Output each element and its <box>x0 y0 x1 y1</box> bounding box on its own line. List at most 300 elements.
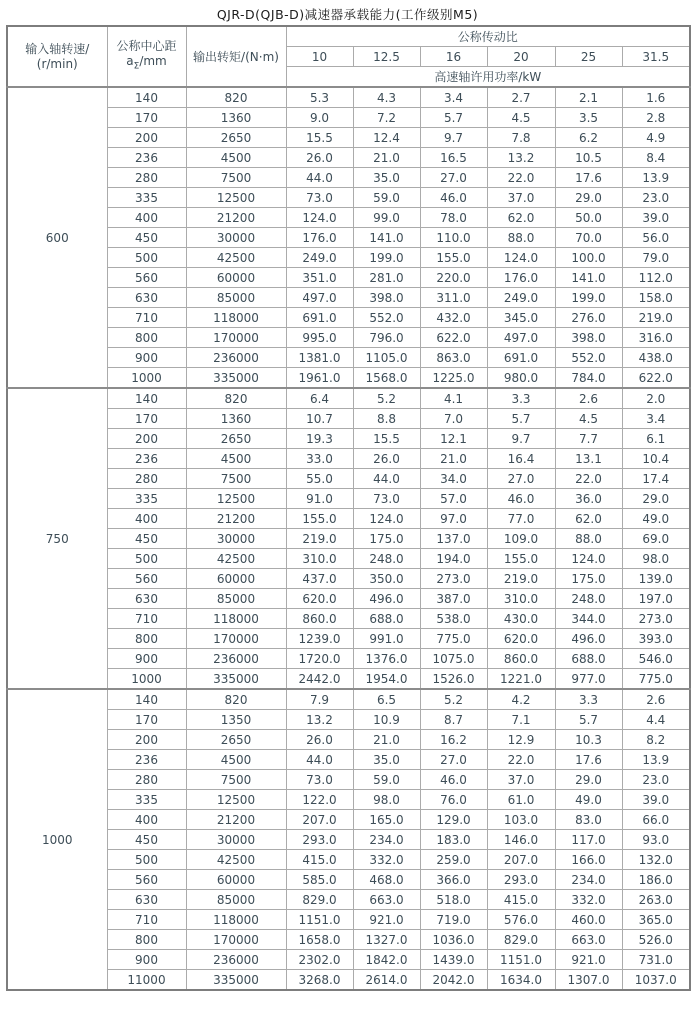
table-row <box>7 509 690 529</box>
power-value: 496.0 <box>555 629 622 649</box>
power-value: 497.0 <box>487 328 555 348</box>
output-torque-value: 2650 <box>186 429 286 449</box>
output-torque-value: 30000 <box>186 830 286 850</box>
power-value: 3268.0 <box>286 970 353 991</box>
power-value: 59.0 <box>353 188 420 208</box>
power-value: 1634.0 <box>487 970 555 991</box>
output-torque-value: 42500 <box>186 549 286 569</box>
power-value: 207.0 <box>286 810 353 830</box>
power-value: 16.5 <box>420 148 487 168</box>
power-value: 16.4 <box>487 449 555 469</box>
power-value: 50.0 <box>555 208 622 228</box>
table-row <box>7 770 690 790</box>
power-value: 13.9 <box>622 750 690 770</box>
power-value: 175.0 <box>353 529 420 549</box>
header-ratio-group: 公称传动比 <box>286 26 690 47</box>
center-distance-value: 170 <box>107 409 186 429</box>
power-value: 995.0 <box>286 328 353 348</box>
power-value: 46.0 <box>420 770 487 790</box>
power-value: 365.0 <box>622 910 690 930</box>
power-value: 921.0 <box>353 910 420 930</box>
power-value: 7.7 <box>555 429 622 449</box>
power-value: 281.0 <box>353 268 420 288</box>
header-input-speed <box>7 26 107 87</box>
power-value: 9.0 <box>286 108 353 128</box>
center-distance-value: 900 <box>107 950 186 970</box>
power-value: 12.4 <box>353 128 420 148</box>
power-value: 622.0 <box>420 328 487 348</box>
output-torque-value: 60000 <box>186 268 286 288</box>
power-value: 219.0 <box>622 308 690 328</box>
power-value: 863.0 <box>420 348 487 368</box>
power-value: 3.3 <box>555 689 622 710</box>
center-distance-value: 630 <box>107 890 186 910</box>
output-torque-value: 335000 <box>186 669 286 690</box>
power-value: 438.0 <box>622 348 690 368</box>
output-torque-value: 85000 <box>186 288 286 308</box>
power-value: 129.0 <box>420 810 487 830</box>
header-power-label: 高速轴许用功率/kW <box>286 67 690 88</box>
header-input-speed-line2: (r/min) <box>36 56 78 71</box>
power-value: 8.4 <box>622 148 690 168</box>
power-value: 249.0 <box>487 288 555 308</box>
power-value: 9.7 <box>420 128 487 148</box>
power-value: 345.0 <box>487 308 555 328</box>
output-torque-value: 21200 <box>186 208 286 228</box>
power-value: 332.0 <box>555 890 622 910</box>
power-value: 79.0 <box>622 248 690 268</box>
ratio-header: 20 <box>487 47 555 67</box>
power-value: 44.0 <box>286 750 353 770</box>
power-value: 316.0 <box>622 328 690 348</box>
table-row <box>7 549 690 569</box>
center-distance-value: 170 <box>107 108 186 128</box>
power-value: 207.0 <box>487 850 555 870</box>
power-value: 980.0 <box>487 368 555 389</box>
power-value: 860.0 <box>487 649 555 669</box>
power-value: 219.0 <box>286 529 353 549</box>
power-value: 199.0 <box>555 288 622 308</box>
power-value: 293.0 <box>487 870 555 890</box>
power-value: 1526.0 <box>420 669 487 690</box>
power-value: 10.3 <box>555 730 622 750</box>
power-value: 91.0 <box>286 489 353 509</box>
power-value: 35.0 <box>353 750 420 770</box>
power-value: 97.0 <box>420 509 487 529</box>
center-distance-value: 1000 <box>107 669 186 690</box>
header-output-torque: 输出转矩/(N·m) <box>186 26 286 87</box>
power-value: 3.4 <box>622 409 690 429</box>
center-distance-value: 140 <box>107 689 186 710</box>
output-torque-value: 820 <box>186 388 286 409</box>
table-row <box>7 730 690 750</box>
output-torque-value: 4500 <box>186 148 286 168</box>
output-torque-value: 7500 <box>186 469 286 489</box>
power-value: 4.4 <box>622 710 690 730</box>
power-value: 10.9 <box>353 710 420 730</box>
center-distance-value: 560 <box>107 268 186 288</box>
table-row <box>7 87 690 108</box>
center-distance-value: 400 <box>107 509 186 529</box>
header-center-distance <box>107 26 186 87</box>
power-value: 1151.0 <box>487 950 555 970</box>
power-value: 1327.0 <box>353 930 420 950</box>
output-torque-value: 820 <box>186 87 286 108</box>
table-row <box>7 830 690 850</box>
power-value: 57.0 <box>420 489 487 509</box>
power-value: 13.1 <box>555 449 622 469</box>
power-value: 55.0 <box>286 469 353 489</box>
power-value: 5.7 <box>420 108 487 128</box>
power-value: 7.9 <box>286 689 353 710</box>
power-value: 1036.0 <box>420 930 487 950</box>
power-value: 22.0 <box>487 168 555 188</box>
table-row <box>7 489 690 509</box>
power-value: 387.0 <box>420 589 487 609</box>
power-value: 977.0 <box>555 669 622 690</box>
center-distance-value: 200 <box>107 128 186 148</box>
center-distance-value: 170 <box>107 710 186 730</box>
power-value: 44.0 <box>353 469 420 489</box>
power-value: 691.0 <box>487 348 555 368</box>
power-value: 100.0 <box>555 248 622 268</box>
power-value: 88.0 <box>555 529 622 549</box>
power-value: 110.0 <box>420 228 487 248</box>
power-value: 829.0 <box>487 930 555 950</box>
power-value: 73.0 <box>353 489 420 509</box>
power-value: 526.0 <box>622 930 690 950</box>
table-row <box>7 910 690 930</box>
output-torque-value: 21200 <box>186 810 286 830</box>
power-value: 2442.0 <box>286 669 353 690</box>
power-value: 310.0 <box>286 549 353 569</box>
power-value: 784.0 <box>555 368 622 389</box>
table-row <box>7 890 690 910</box>
table-row <box>7 248 690 268</box>
power-value: 921.0 <box>555 950 622 970</box>
power-value: 1439.0 <box>420 950 487 970</box>
power-value: 17.6 <box>555 750 622 770</box>
power-value: 1239.0 <box>286 629 353 649</box>
power-value: 165.0 <box>353 810 420 830</box>
power-value: 26.0 <box>286 730 353 750</box>
table-row <box>7 108 690 128</box>
power-value: 5.2 <box>353 388 420 409</box>
power-value: 468.0 <box>353 870 420 890</box>
power-value: 3.3 <box>487 388 555 409</box>
output-torque-value: 7500 <box>186 168 286 188</box>
power-value: 88.0 <box>487 228 555 248</box>
center-distance-value: 400 <box>107 810 186 830</box>
power-value: 1225.0 <box>420 368 487 389</box>
output-torque-value: 236000 <box>186 348 286 368</box>
power-value: 234.0 <box>353 830 420 850</box>
table-row <box>7 850 690 870</box>
table-row <box>7 268 690 288</box>
power-value: 4.5 <box>487 108 555 128</box>
power-value: 8.2 <box>622 730 690 750</box>
ratio-header: 31.5 <box>622 47 690 67</box>
power-value: 98.0 <box>622 549 690 569</box>
power-value: 7.0 <box>420 409 487 429</box>
capacity-table <box>6 25 691 991</box>
power-value: 6.5 <box>353 689 420 710</box>
power-value: 688.0 <box>555 649 622 669</box>
power-value: 437.0 <box>286 569 353 589</box>
input-speed-value: 600 <box>7 87 107 388</box>
power-value: 220.0 <box>420 268 487 288</box>
power-value: 10.5 <box>555 148 622 168</box>
output-torque-value: 1350 <box>186 710 286 730</box>
power-value: 103.0 <box>487 810 555 830</box>
power-value: 93.0 <box>622 830 690 850</box>
power-value: 393.0 <box>622 629 690 649</box>
power-value: 34.0 <box>420 469 487 489</box>
power-value: 4.3 <box>353 87 420 108</box>
power-value: 3.5 <box>555 108 622 128</box>
power-value: 2.6 <box>622 689 690 710</box>
table-row <box>7 689 690 710</box>
power-value: 15.5 <box>353 429 420 449</box>
output-torque-value: 12500 <box>186 188 286 208</box>
power-value: 1842.0 <box>353 950 420 970</box>
ratio-header: 10 <box>286 47 353 67</box>
power-value: 44.0 <box>286 168 353 188</box>
output-torque-value: 236000 <box>186 950 286 970</box>
output-torque-value: 4500 <box>186 750 286 770</box>
power-value: 1307.0 <box>555 970 622 991</box>
center-distance-value: 200 <box>107 730 186 750</box>
power-value: 141.0 <box>353 228 420 248</box>
center-distance-value: 450 <box>107 529 186 549</box>
speed-block-1000 <box>7 689 690 990</box>
power-value: 5.2 <box>420 689 487 710</box>
power-value: 350.0 <box>353 569 420 589</box>
power-value: 21.0 <box>353 148 420 168</box>
power-value: 176.0 <box>286 228 353 248</box>
power-value: 259.0 <box>420 850 487 870</box>
table-row <box>7 870 690 890</box>
output-torque-value: 60000 <box>186 569 286 589</box>
power-value: 731.0 <box>622 950 690 970</box>
power-value: 344.0 <box>555 609 622 629</box>
table-row <box>7 569 690 589</box>
center-distance-value: 280 <box>107 168 186 188</box>
speed-block-600 <box>7 87 690 388</box>
center-distance-value: 236 <box>107 449 186 469</box>
power-value: 49.0 <box>555 790 622 810</box>
center-distance-value: 560 <box>107 870 186 890</box>
power-value: 186.0 <box>622 870 690 890</box>
output-torque-value: 42500 <box>186 850 286 870</box>
power-value: 2302.0 <box>286 950 353 970</box>
power-value: 273.0 <box>622 609 690 629</box>
table-row <box>7 629 690 649</box>
power-value: 9.7 <box>487 429 555 449</box>
output-torque-value: 335000 <box>186 970 286 991</box>
power-value: 415.0 <box>487 890 555 910</box>
power-value: 8.8 <box>353 409 420 429</box>
power-value: 620.0 <box>487 629 555 649</box>
table-row <box>7 750 690 770</box>
output-torque-value: 170000 <box>186 629 286 649</box>
power-value: 139.0 <box>622 569 690 589</box>
header-center-distance-symbol: $a_\Sigma/mm$ <box>126 53 167 72</box>
power-value: 19.3 <box>286 429 353 449</box>
center-distance-value: 236 <box>107 750 186 770</box>
power-value: 62.0 <box>555 509 622 529</box>
power-value: 691.0 <box>286 308 353 328</box>
table-header <box>7 26 690 87</box>
table-row <box>7 148 690 168</box>
table-row <box>7 409 690 429</box>
power-value: 70.0 <box>555 228 622 248</box>
output-torque-value: 21200 <box>186 509 286 529</box>
power-value: 73.0 <box>286 188 353 208</box>
power-value: 112.0 <box>622 268 690 288</box>
output-torque-value: 335000 <box>186 368 286 389</box>
center-distance-value: 630 <box>107 589 186 609</box>
center-distance-value: 140 <box>107 388 186 409</box>
power-value: 5.7 <box>555 710 622 730</box>
power-value: 56.0 <box>622 228 690 248</box>
power-value: 62.0 <box>487 208 555 228</box>
power-value: 663.0 <box>555 930 622 950</box>
power-value: 796.0 <box>353 328 420 348</box>
power-value: 17.6 <box>555 168 622 188</box>
power-value: 6.2 <box>555 128 622 148</box>
power-value: 12.1 <box>420 429 487 449</box>
power-value: 7.1 <box>487 710 555 730</box>
input-speed-value: 1000 <box>7 689 107 990</box>
power-value: 1221.0 <box>487 669 555 690</box>
power-value: 23.0 <box>622 770 690 790</box>
power-value: 29.0 <box>555 770 622 790</box>
power-value: 49.0 <box>622 509 690 529</box>
center-distance-value: 1000 <box>107 368 186 389</box>
power-value: 276.0 <box>555 308 622 328</box>
center-distance-value: 900 <box>107 348 186 368</box>
power-value: 29.0 <box>622 489 690 509</box>
power-value: 7.2 <box>353 108 420 128</box>
power-value: 1075.0 <box>420 649 487 669</box>
table-row <box>7 609 690 629</box>
power-value: 2.6 <box>555 388 622 409</box>
power-value: 22.0 <box>555 469 622 489</box>
table-row <box>7 970 690 991</box>
power-value: 293.0 <box>286 830 353 850</box>
power-value: 124.0 <box>353 509 420 529</box>
power-value: 1151.0 <box>286 910 353 930</box>
power-value: 234.0 <box>555 870 622 890</box>
power-value: 109.0 <box>487 529 555 549</box>
power-value: 8.7 <box>420 710 487 730</box>
center-distance-value: 200 <box>107 429 186 449</box>
center-distance-value: 500 <box>107 248 186 268</box>
power-value: 27.0 <box>420 168 487 188</box>
page-title: QJR-D(QJB-D)减速器承载能力(工作级别M5) <box>216 7 479 22</box>
table-row <box>7 128 690 148</box>
power-value: 37.0 <box>487 188 555 208</box>
power-value: 1037.0 <box>622 970 690 991</box>
power-value: 620.0 <box>286 589 353 609</box>
power-value: 496.0 <box>353 589 420 609</box>
power-value: 69.0 <box>622 529 690 549</box>
power-value: 3.4 <box>420 87 487 108</box>
output-torque-value: 12500 <box>186 489 286 509</box>
power-value: 311.0 <box>420 288 487 308</box>
power-value: 310.0 <box>487 589 555 609</box>
table-row <box>7 810 690 830</box>
power-value: 332.0 <box>353 850 420 870</box>
power-value: 155.0 <box>487 549 555 569</box>
power-value: 552.0 <box>353 308 420 328</box>
power-value: 4.2 <box>487 689 555 710</box>
power-value: 39.0 <box>622 790 690 810</box>
center-distance-value: 450 <box>107 228 186 248</box>
power-value: 29.0 <box>555 188 622 208</box>
table-row <box>7 368 690 389</box>
power-value: 124.0 <box>286 208 353 228</box>
power-value: 991.0 <box>353 629 420 649</box>
center-distance-value: 710 <box>107 609 186 629</box>
output-torque-value: 4500 <box>186 449 286 469</box>
output-torque-value: 118000 <box>186 609 286 629</box>
power-value: 59.0 <box>353 770 420 790</box>
power-value: 10.7 <box>286 409 353 429</box>
output-torque-value: 85000 <box>186 890 286 910</box>
power-value: 175.0 <box>555 569 622 589</box>
output-torque-value: 118000 <box>186 910 286 930</box>
power-value: 4.1 <box>420 388 487 409</box>
center-distance-value: 400 <box>107 208 186 228</box>
power-value: 460.0 <box>555 910 622 930</box>
power-value: 1.6 <box>622 87 690 108</box>
output-torque-value: 170000 <box>186 930 286 950</box>
power-value: 21.0 <box>420 449 487 469</box>
power-value: 2.1 <box>555 87 622 108</box>
power-value: 2042.0 <box>420 970 487 991</box>
ratio-header: 12.5 <box>353 47 420 67</box>
output-torque-value: 2650 <box>186 128 286 148</box>
output-torque-value: 30000 <box>186 529 286 549</box>
power-value: 36.0 <box>555 489 622 509</box>
power-value: 430.0 <box>487 609 555 629</box>
power-value: 775.0 <box>420 629 487 649</box>
output-torque-value: 236000 <box>186 649 286 669</box>
power-value: 13.2 <box>286 710 353 730</box>
power-value: 5.7 <box>487 409 555 429</box>
output-torque-value: 1360 <box>186 108 286 128</box>
power-value: 5.3 <box>286 87 353 108</box>
power-value: 860.0 <box>286 609 353 629</box>
power-value: 1568.0 <box>353 368 420 389</box>
power-value: 6.4 <box>286 388 353 409</box>
table-row <box>7 790 690 810</box>
table-row <box>7 429 690 449</box>
power-value: 2.8 <box>622 108 690 128</box>
power-value: 1720.0 <box>286 649 353 669</box>
center-distance-value: 280 <box>107 469 186 489</box>
power-value: 183.0 <box>420 830 487 850</box>
power-value: 273.0 <box>420 569 487 589</box>
power-value: 194.0 <box>420 549 487 569</box>
output-torque-value: 42500 <box>186 248 286 268</box>
power-value: 197.0 <box>622 589 690 609</box>
input-speed-value: 750 <box>7 388 107 689</box>
power-value: 132.0 <box>622 850 690 870</box>
center-distance-value: 11000 <box>107 970 186 991</box>
